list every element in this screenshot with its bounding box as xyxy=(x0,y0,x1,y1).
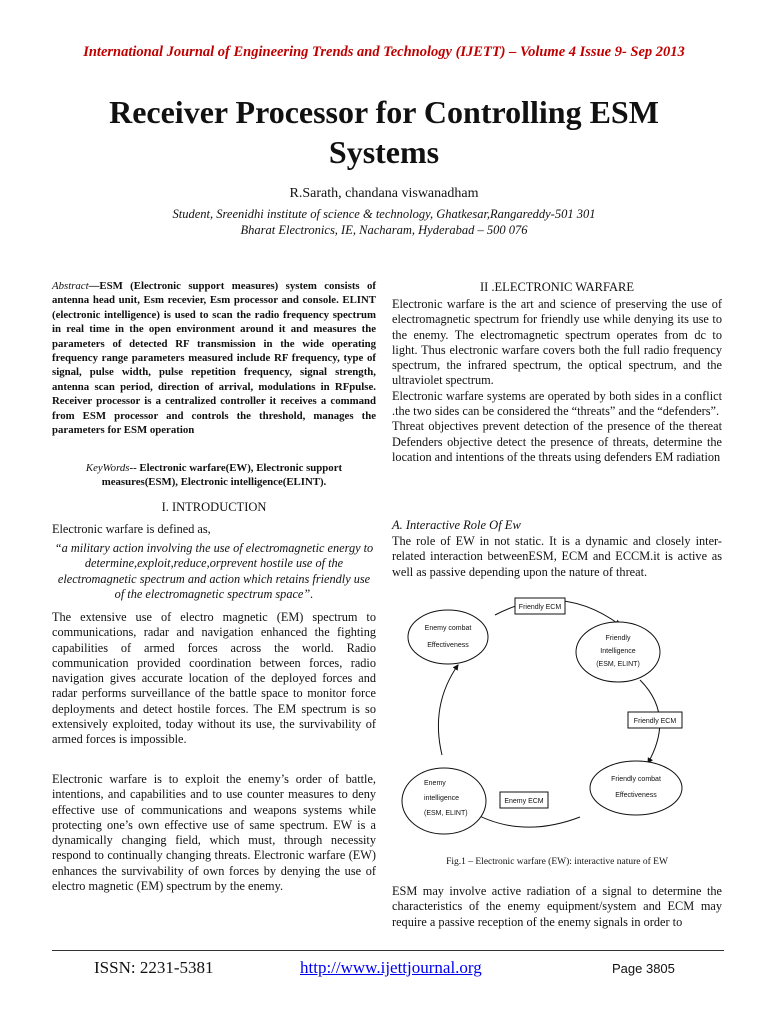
paper-affiliations xyxy=(0,206,768,238)
arrow-left xyxy=(438,665,458,755)
enemy-combat-node xyxy=(408,610,488,664)
paper-title: Receiver Processor for Controlling ESM Systems xyxy=(109,94,659,170)
friendly-combat-label-1: Friendly combat xyxy=(611,776,661,783)
footer-issn: ISSN: 2231-5381 xyxy=(94,958,214,977)
friendly-combat-label-2: Effectiveness xyxy=(615,792,657,799)
enemy-ecm-label: Enemy ECM xyxy=(504,798,544,805)
ew-sub-paragraph: The role of EW in not static. It is a dynamic and closely inter-related interaction betweenESM, ECM and ECCM.it is active as well as passive depending upon the nature of threat. xyxy=(392,534,722,579)
abstract-label: Abstract xyxy=(52,280,89,292)
friendly-intel-label-2: Intelligence xyxy=(600,648,636,655)
footer-divider xyxy=(52,950,724,951)
friendly-ecm-top-label: Friendly ECM xyxy=(518,604,562,611)
figure-caption: Fig.1 – Electronic warfare (EW): interactive nature of EW xyxy=(446,857,668,867)
friendly-combat-node xyxy=(590,761,682,815)
intro-paragraph-2: Electronic warfare is to exploit the enemy’s order of battle, intentions, and capabilities and to use counter measures to deny effective use of communications and weapons systems while protecting one’s own effective use of same spectrum. EW is a dynamically changing field, which must, through necessity respond to continually changing threats. Electronic warfare (EW) enhances the survivability of own forces by denying the use of electro magnetic (EM) spectrum by the enemy. xyxy=(52,772,376,894)
abstract-text: —ESM (Electronic support measures) system consists of antenna head unit, Esm recevier, Esm processor and console. ELINT (electronic intelligence) is used to scan the radio frequency spectrum in real time in the open environment around it and measures the parameters of detected RF transmission in the wide operating frequency range parameters measured include RF frequency, type of signal, pulse width, pulse repetition frequency, signal strength, antenna scan period, direction of arrival, modulations in RFpulse. Receiver processor is a centralized controller it receives a command from ESM processor and controls the threshold, manages the parameters for ESM operation xyxy=(52,280,376,437)
ew-paragraph-2: Electronic warfare systems are operated by both sides in a conflict .the two sides can be considered the “threats” and the “defenders”. xyxy=(392,388,722,419)
ew-closing-paragraph: ESM may involve active radiation of a signal to determine the characteristics of the enemy equipment/system and ECM may require a passive reception of the enemy signals in order to xyxy=(392,884,722,929)
ew-subheading: A. Interactive Role Of Ew xyxy=(392,518,521,532)
ew-paragraph-1: Electronic warfare is the art and science of preserving the use of electromagnetic spectrum for friendly use while denying its use to the enemy. The electromagnetic spectrum operates from dc to light. Thus electronic warfare covers both the full radio frequency spectrum, the infrared spectrum, the optical spectrum, and the ultraviolet spectrum. xyxy=(392,297,722,388)
enemy-combat-label-2: Effectiveness xyxy=(427,642,469,649)
footer-page-number: Page 3805 xyxy=(612,961,675,976)
affiliation-2: Bharat Electronics, IE, Nacharam, Hyderabad – 500 076 xyxy=(240,223,528,237)
intro-definition-lead: Electronic warfare is defined as, xyxy=(52,522,211,536)
enemy-intel-label-2: intelligence xyxy=(424,795,460,802)
enemy-intel-label-3: (ESM, ELINT) xyxy=(424,810,468,817)
enemy-intel-label-1: Enemy xyxy=(424,780,446,787)
ew-body xyxy=(392,297,722,465)
footer-journal-link[interactable]: http://www.ijettjournal.org xyxy=(300,958,482,977)
intro-paragraph-1: The extensive use of electro magnetic (EM) spectrum to communications, radar and navigation enhanced the fighting capabilities of armed forces across the world. Radio communication provided coordination between forces, radio navigation gives accurate location of the deployed forces and radar performs surveillance of the battle space to monitor force deployments and detect hostile forces. The EM spectrum is so extensively exploited, today without its use, the survivability of armed forces is impossible. xyxy=(52,610,376,747)
journal-header: International Journal of Engineering Trends and Technology (IJETT) – Volume 4 Issue 9- Sep 2013 xyxy=(83,44,685,60)
enemy-combat-label-1: Enemy combat xyxy=(424,625,472,632)
intro-quote: “a military action involving the use of electromagnetic energy to determine,exploit,reduce,orprevent hostile use of the electromagnetic spectrum and action which retains friendly use of the electromagnetic spectrum space”. xyxy=(54,541,374,601)
keywords-text: -- Electronic warfare(EW), Electronic support measures(ESM), Electronic intelligence(ELINT). xyxy=(101,462,343,489)
ew-cycle-diagram xyxy=(400,585,716,845)
friendly-ecm-right-label: Friendly ECM xyxy=(633,718,677,725)
keywords-label: KeyWords xyxy=(85,462,130,474)
abstract xyxy=(52,279,376,437)
friendly-intel-label-3: (ESM, ELINT) xyxy=(596,661,640,668)
affiliation-1: Student, Sreenidhi institute of science & technology, Ghatkesar,Rangareddy-501 301 xyxy=(172,207,596,221)
arrow-bottom xyxy=(470,811,580,827)
friendly-intel-label-1: Friendly xyxy=(605,635,631,642)
intro-heading: I. INTRODUCTION xyxy=(161,500,267,514)
ew-heading: II .ELECTRONIC WARFARE xyxy=(479,280,635,294)
keywords xyxy=(52,461,376,490)
ew-paragraph-3: Threat objectives prevent detection of the presence of the thereat Defenders objective detect the presence of threats, determine the location and intentions of the threats using defenders EM radiation xyxy=(392,419,722,464)
paper-authors: R.Sarath, chandana viswanadham xyxy=(289,186,479,201)
